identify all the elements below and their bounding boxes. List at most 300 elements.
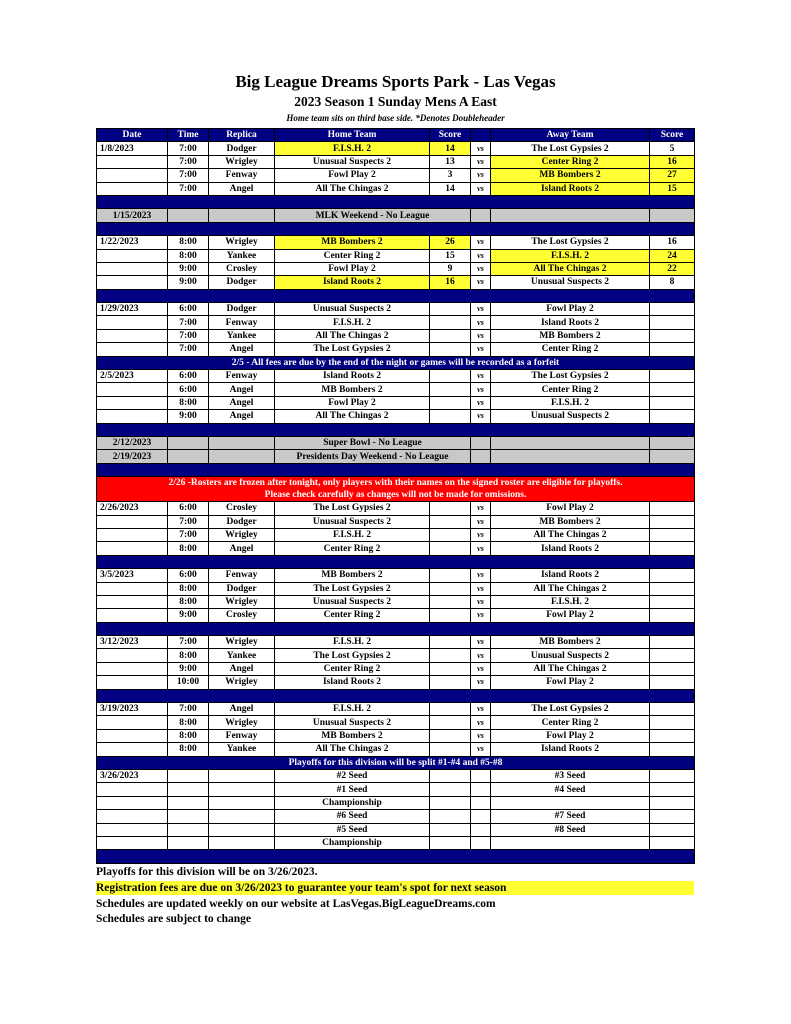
date-cell (97, 410, 168, 423)
replica-cell: Fenway (209, 729, 275, 742)
away-score-cell (650, 676, 695, 689)
game-row (97, 169, 695, 182)
separator-row (97, 289, 695, 302)
vs-cell: vs (471, 662, 491, 675)
col-header-vs (471, 129, 491, 142)
home-team-cell: F.I.S.H. 2 (275, 636, 430, 649)
time-cell: 8:00 (168, 582, 209, 595)
date-cell (97, 796, 168, 809)
empty-cell (168, 769, 209, 782)
home-score-cell (430, 662, 471, 675)
game-row (97, 396, 695, 409)
vs-cell: vs (471, 262, 491, 275)
home-score-cell (430, 569, 471, 582)
replica-cell: Wrigley (209, 595, 275, 608)
game-row (97, 236, 695, 249)
home-team-cell: The Lost Gypsies 2 (275, 582, 430, 595)
home-team-cell: The Lost Gypsies 2 (275, 502, 430, 515)
empty-cell (168, 823, 209, 836)
vs-cell: vs (471, 396, 491, 409)
away-score-cell (650, 716, 695, 729)
page-subtitle: 2023 Season 1 Sunday Mens A East (294, 94, 497, 109)
replica-cell: Angel (209, 343, 275, 356)
game-row (97, 502, 695, 515)
home-team-cell: Unusual Suspects 2 (275, 716, 430, 729)
empty-cell (430, 823, 471, 836)
playoff-row (97, 796, 695, 809)
home-score-cell (430, 329, 471, 342)
home-team-cell: Unusual Suspects 2 (275, 515, 430, 528)
away-team-cell: Center Ring 2 (491, 383, 650, 396)
game-row (97, 662, 695, 675)
empty-cell (471, 209, 491, 222)
date-cell (97, 262, 168, 275)
separator-row (97, 423, 695, 436)
home-team-cell: Unusual Suspects 2 (275, 155, 430, 168)
date-cell (97, 515, 168, 528)
away-team-cell: Fowl Play 2 (491, 303, 650, 316)
home-team-cell: All The Chingas 2 (275, 410, 430, 423)
vs-cell: vs (471, 743, 491, 756)
date-cell (97, 329, 168, 342)
playoff-away-cell: #3 Seed (491, 769, 650, 782)
game-row (97, 410, 695, 423)
home-team-cell: F.I.S.H. 2 (275, 703, 430, 716)
date-cell (97, 743, 168, 756)
replica-cell: Crosley (209, 502, 275, 515)
away-score-cell: 5 (650, 142, 695, 155)
schedule-body (97, 142, 695, 863)
home-score-cell (430, 502, 471, 515)
empty-cell (209, 769, 275, 782)
date-cell (97, 343, 168, 356)
home-score-cell (430, 676, 471, 689)
playoff-away-cell: #7 Seed (491, 810, 650, 823)
playoff-home-cell: #2 Seed (275, 769, 430, 782)
home-team-cell: All The Chingas 2 (275, 329, 430, 342)
vs-cell: vs (471, 716, 491, 729)
empty-cell (650, 823, 695, 836)
date-cell (97, 383, 168, 396)
replica-cell: Crosley (209, 262, 275, 275)
home-team-cell: Island Roots 2 (275, 370, 430, 383)
away-score-cell (650, 370, 695, 383)
playoff-row (97, 823, 695, 836)
away-team-cell: MB Bombers 2 (491, 636, 650, 649)
away-score-cell (650, 662, 695, 675)
no-league-row (97, 436, 695, 449)
away-team-cell: MB Bombers 2 (491, 515, 650, 528)
replica-cell: Fenway (209, 316, 275, 329)
away-team-cell: F.I.S.H. 2 (491, 595, 650, 608)
replica-cell: Wrigley (209, 155, 275, 168)
home-score-cell: 15 (430, 249, 471, 262)
home-team-cell: F.I.S.H. 2 (275, 142, 430, 155)
home-score-cell (430, 703, 471, 716)
replica-cell: Angel (209, 396, 275, 409)
time-cell: 6:00 (168, 303, 209, 316)
no-league-row (97, 450, 695, 463)
home-score-cell: 13 (430, 155, 471, 168)
empty-cell (209, 810, 275, 823)
away-team-cell: All The Chingas 2 (491, 582, 650, 595)
game-row (97, 155, 695, 168)
replica-cell: Fenway (209, 370, 275, 383)
date-cell: 2/19/2023 (97, 450, 168, 463)
date-cell: 3/5/2023 (97, 569, 168, 582)
empty-cell (650, 796, 695, 809)
date-cell (97, 716, 168, 729)
home-team-cell: The Lost Gypsies 2 (275, 343, 430, 356)
date-cell (97, 169, 168, 182)
time-cell: 9:00 (168, 276, 209, 289)
home-score-cell (430, 396, 471, 409)
time-cell: 9:00 (168, 262, 209, 275)
home-team-cell: Fowl Play 2 (275, 169, 430, 182)
replica-cell: Wrigley (209, 528, 275, 541)
away-score-cell: 22 (650, 262, 695, 275)
away-team-cell: The Lost Gypsies 2 (491, 142, 650, 155)
game-row (97, 729, 695, 742)
empty-cell (430, 836, 471, 849)
vs-cell: vs (471, 528, 491, 541)
vs-cell: vs (471, 595, 491, 608)
date-cell (97, 609, 168, 622)
vs-cell: vs (471, 636, 491, 649)
game-row (97, 249, 695, 262)
replica-cell: Wrigley (209, 676, 275, 689)
date-cell: 1/8/2023 (97, 142, 168, 155)
separator-row (97, 222, 695, 235)
away-score-cell (650, 743, 695, 756)
time-cell: 8:00 (168, 716, 209, 729)
replica-cell: Angel (209, 542, 275, 555)
col-header-date: Date (97, 129, 168, 142)
away-score-cell: 16 (650, 236, 695, 249)
empty-cell (650, 769, 695, 782)
playoff-away-cell: #4 Seed (491, 783, 650, 796)
time-cell: 7:00 (168, 155, 209, 168)
separator-cell (97, 222, 695, 235)
col-header-time: Time (168, 129, 209, 142)
time-cell: 8:00 (168, 649, 209, 662)
away-team-cell: F.I.S.H. 2 (491, 249, 650, 262)
time-cell: 9:00 (168, 410, 209, 423)
away-team-cell: MB Bombers 2 (491, 329, 650, 342)
home-team-cell: MB Bombers 2 (275, 569, 430, 582)
home-score-cell: 26 (430, 236, 471, 249)
empty-cell (491, 436, 650, 449)
separator-row (97, 850, 695, 863)
date-cell (97, 249, 168, 262)
replica-cell: Dodger (209, 303, 275, 316)
replica-cell: Fenway (209, 169, 275, 182)
empty-cell (430, 796, 471, 809)
away-team-cell: All The Chingas 2 (491, 662, 650, 675)
away-team-cell: Unusual Suspects 2 (491, 276, 650, 289)
date-cell: 3/26/2023 (97, 769, 168, 782)
date-cell (97, 823, 168, 836)
roster-alert-row (97, 477, 695, 502)
time-cell: 8:00 (168, 396, 209, 409)
empty-cell (471, 836, 491, 849)
col-header-home-score: Score (430, 129, 471, 142)
empty-cell (471, 796, 491, 809)
replica-cell: Angel (209, 410, 275, 423)
empty-cell (430, 783, 471, 796)
separator-cell (97, 463, 695, 476)
time-cell: 7:00 (168, 169, 209, 182)
home-score-cell (430, 716, 471, 729)
notice-row (97, 356, 695, 369)
vs-cell: vs (471, 142, 491, 155)
game-row (97, 383, 695, 396)
empty-cell (471, 769, 491, 782)
vs-cell: vs (471, 569, 491, 582)
home-team-cell: Island Roots 2 (275, 276, 430, 289)
date-cell (97, 182, 168, 195)
game-row (97, 569, 695, 582)
date-cell (97, 582, 168, 595)
away-score-cell (650, 396, 695, 409)
home-score-cell (430, 410, 471, 423)
vs-cell: vs (471, 182, 491, 195)
time-cell: 7:00 (168, 316, 209, 329)
schedule-table (96, 128, 695, 864)
away-score-cell: 16 (650, 155, 695, 168)
time-cell: 8:00 (168, 743, 209, 756)
separator-row (97, 689, 695, 702)
time-cell: 7:00 (168, 182, 209, 195)
away-team-cell: Island Roots 2 (491, 182, 650, 195)
time-cell: 8:00 (168, 236, 209, 249)
away-team-cell: Fowl Play 2 (491, 502, 650, 515)
playoff-home-cell: #5 Seed (275, 823, 430, 836)
replica-cell: Yankee (209, 329, 275, 342)
empty-cell (650, 836, 695, 849)
game-row (97, 316, 695, 329)
home-score-cell (430, 316, 471, 329)
away-score-cell (650, 636, 695, 649)
replica-cell: Angel (209, 662, 275, 675)
game-row (97, 542, 695, 555)
time-cell: 8:00 (168, 249, 209, 262)
date-cell (97, 595, 168, 608)
home-team-cell: Fowl Play 2 (275, 262, 430, 275)
col-header-away-score: Score (650, 129, 695, 142)
away-team-cell: Unusual Suspects 2 (491, 410, 650, 423)
empty-cell (471, 783, 491, 796)
time-cell: 8:00 (168, 542, 209, 555)
home-score-cell: 16 (430, 276, 471, 289)
home-team-cell: All The Chingas 2 (275, 182, 430, 195)
away-team-cell: All The Chingas 2 (491, 262, 650, 275)
away-score-cell (650, 410, 695, 423)
time-cell: 7:00 (168, 329, 209, 342)
date-cell: 3/12/2023 (97, 636, 168, 649)
footer-website: Schedules are updated weekly on our website at LasVegas.BigLeagueDreams.com (96, 898, 496, 910)
notice-row (97, 756, 695, 769)
away-score-cell: 27 (650, 169, 695, 182)
game-row (97, 515, 695, 528)
empty-cell (168, 796, 209, 809)
time-cell: 6:00 (168, 370, 209, 383)
vs-cell: vs (471, 249, 491, 262)
empty-cell (209, 436, 275, 449)
vs-cell: vs (471, 276, 491, 289)
time-cell: 6:00 (168, 569, 209, 582)
time-cell: 10:00 (168, 676, 209, 689)
replica-cell: Angel (209, 182, 275, 195)
home-score-cell (430, 636, 471, 649)
empty-cell (430, 769, 471, 782)
empty-cell (491, 450, 650, 463)
date-cell (97, 676, 168, 689)
away-score-cell (650, 303, 695, 316)
date-cell (97, 662, 168, 675)
away-team-cell: Center Ring 2 (491, 716, 650, 729)
empty-cell (168, 436, 209, 449)
vs-cell: vs (471, 370, 491, 383)
game-row (97, 703, 695, 716)
vs-cell: vs (471, 329, 491, 342)
replica-cell: Crosley (209, 609, 275, 622)
away-score-cell: 15 (650, 182, 695, 195)
away-score-cell (650, 542, 695, 555)
empty-cell (209, 209, 275, 222)
home-team-cell: Island Roots 2 (275, 676, 430, 689)
home-team-cell: Fowl Play 2 (275, 396, 430, 409)
game-row (97, 676, 695, 689)
vs-cell: vs (471, 502, 491, 515)
no-league-text: MLK Weekend - No League (275, 209, 471, 222)
empty-cell (209, 836, 275, 849)
playoff-row (97, 810, 695, 823)
game-row (97, 182, 695, 195)
date-cell: 1/15/2023 (97, 209, 168, 222)
date-cell (97, 396, 168, 409)
game-row (97, 582, 695, 595)
empty-cell (430, 810, 471, 823)
game-row (97, 636, 695, 649)
replica-cell: Wrigley (209, 716, 275, 729)
replica-cell: Yankee (209, 649, 275, 662)
home-team-cell: F.I.S.H. 2 (275, 316, 430, 329)
away-score-cell (650, 582, 695, 595)
replica-cell: Fenway (209, 569, 275, 582)
separator-row (97, 463, 695, 476)
table-header-row (97, 129, 695, 142)
replica-cell: Wrigley (209, 636, 275, 649)
vs-cell: vs (471, 729, 491, 742)
time-cell: 7:00 (168, 142, 209, 155)
separator-cell (97, 289, 695, 302)
vs-cell: vs (471, 155, 491, 168)
vs-cell: vs (471, 542, 491, 555)
away-team-cell: Fowl Play 2 (491, 729, 650, 742)
away-score-cell (650, 528, 695, 541)
time-cell: 6:00 (168, 383, 209, 396)
date-cell (97, 810, 168, 823)
date-cell (97, 836, 168, 849)
date-cell (97, 783, 168, 796)
empty-cell (209, 796, 275, 809)
game-row (97, 142, 695, 155)
game-row (97, 609, 695, 622)
game-row (97, 303, 695, 316)
playoff-home-cell: #1 Seed (275, 783, 430, 796)
empty-cell (650, 810, 695, 823)
vs-cell: vs (471, 609, 491, 622)
roster-alert-cell (97, 477, 695, 502)
away-team-cell: Unusual Suspects 2 (491, 649, 650, 662)
separator-cell (97, 195, 695, 208)
home-score-cell (430, 370, 471, 383)
date-cell: 1/29/2023 (97, 303, 168, 316)
date-cell: 3/19/2023 (97, 703, 168, 716)
date-cell (97, 276, 168, 289)
playoff-home-cell: Championship (275, 836, 430, 849)
empty-cell (168, 810, 209, 823)
game-row (97, 329, 695, 342)
away-team-cell: All The Chingas 2 (491, 528, 650, 541)
playoff-row (97, 783, 695, 796)
separator-cell (97, 850, 695, 863)
away-score-cell (650, 316, 695, 329)
time-cell: 7:00 (168, 528, 209, 541)
home-score-cell: 9 (430, 262, 471, 275)
home-team-cell: Center Ring 2 (275, 662, 430, 675)
time-cell: 9:00 (168, 609, 209, 622)
empty-cell (650, 436, 695, 449)
vs-cell: vs (471, 515, 491, 528)
home-team-cell: MB Bombers 2 (275, 729, 430, 742)
empty-cell (650, 783, 695, 796)
time-cell: 7:00 (168, 515, 209, 528)
date-cell (97, 729, 168, 742)
vs-cell: vs (471, 383, 491, 396)
empty-cell (650, 209, 695, 222)
game-row (97, 649, 695, 662)
away-score-cell (650, 609, 695, 622)
away-team-cell: Fowl Play 2 (491, 609, 650, 622)
home-team-cell: MB Bombers 2 (275, 383, 430, 396)
playoff-away-cell (491, 836, 650, 849)
home-team-cell: Unusual Suspects 2 (275, 303, 430, 316)
no-league-text: Super Bowl - No League (275, 436, 471, 449)
home-team-cell: Center Ring 2 (275, 542, 430, 555)
empty-cell (168, 836, 209, 849)
page-title: Big League Dreams Sports Park - Las Vegas (235, 72, 556, 91)
home-score-cell: 14 (430, 182, 471, 195)
away-score-cell (650, 569, 695, 582)
away-team-cell: Island Roots 2 (491, 569, 650, 582)
away-score-cell (650, 729, 695, 742)
roster-alert-line2: Please check carefully as changes will not be made for omissions. (264, 490, 527, 501)
away-team-cell: Island Roots 2 (491, 316, 650, 329)
away-score-cell (650, 703, 695, 716)
away-score-cell (650, 329, 695, 342)
home-score-cell (430, 528, 471, 541)
away-score-cell (650, 649, 695, 662)
vs-cell: vs (471, 410, 491, 423)
away-score-cell (650, 595, 695, 608)
replica-cell: Yankee (209, 743, 275, 756)
date-cell: 2/5/2023 (97, 370, 168, 383)
away-score-cell (650, 383, 695, 396)
home-team-cell: The Lost Gypsies 2 (275, 649, 430, 662)
away-team-cell: The Lost Gypsies 2 (491, 703, 650, 716)
